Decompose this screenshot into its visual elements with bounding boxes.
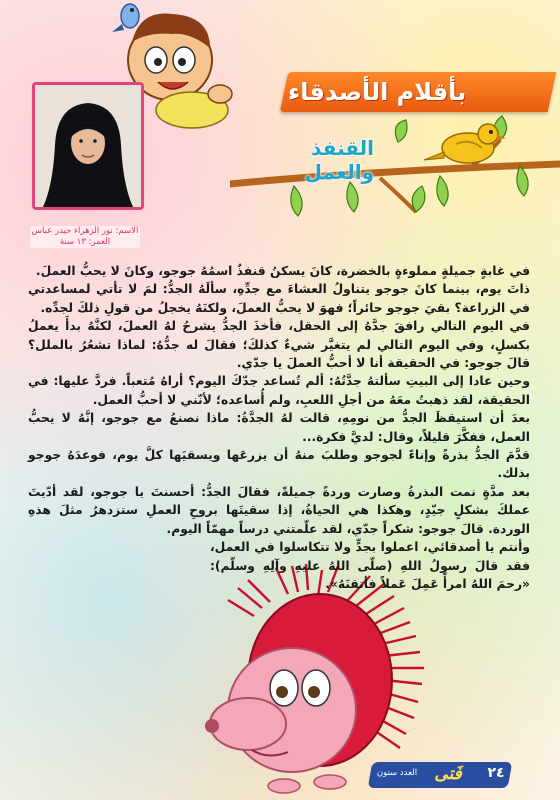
author-portrait-image <box>35 85 141 207</box>
page-number: ٢٤ <box>487 765 505 781</box>
author-caption <box>30 226 140 248</box>
story-paragraph: ذاتَ يوم، بينما كانَ جوجو يتناولُ العشاءَ مع جدِّهِ، سألَهُ الجدُّ: لمَ لا تأتي لمساعدتي في الزراعة؟ بقيَ جوجو حائراً؛ فهوَ لا يحبُّ العملَ، ولكنَهُ يخجلُ من قولِ ذلكَ لجدِّه. <box>28 282 530 315</box>
author-name: الاسم: نور الزهراء حيدر عباس <box>31 226 139 236</box>
story-paragraph: وأنتم يا أصدقائي، اعملوا بجدٍّ ولا تتكاسلوا في العمل، فقد قالَ رسولُ اللهِ (صلّى اللهُ عليهِ وآلِهِ وسلّم): «رحمَ اللهُ امرأً عَمِلَ عَملاً فأتقنَهُ». <box>210 540 530 591</box>
story-paragraph: بعد مدَّةٍ نمت البذرةُ وصارت وردةً جميلةً، فقالَ الجدُّ: أحسنتَ يا جوجو، لقد أدّيتَ عملكَ بشكلٍ جيّدٍ، وهكذا هي الحياةُ، إذا سقيتَها بروحِ العملِ ستزدهرُ مثلَ هذهِ الوردة. قالَ جوجو: شكراً جدّي، لقد علّمتني درساً مهمّاً اليوم. <box>28 484 530 536</box>
author-photo <box>32 82 144 210</box>
story-body <box>28 262 530 593</box>
section-title: بأقلام الأصدقاء <box>288 78 467 106</box>
story-paragraph: وحين عادا إلى البيتِ سألتهُ جدَّتُهُ: ألم تُساعد جدّكَ اليوم؟ أراهُ مُتعباً. فردَّ عليها: في الحقيقة، لقد ذهبتُ معَهُ من أجلِ اللعبِ، ولم أُساعده؛ لأنّني لا أحبُّ العمل. <box>28 374 530 407</box>
story-paragraph: في غابةٍ جميلةٍ مملوءةٍ بالخضرة، كانَ يسكنُ قنفذٌ اسمُهُ جوجو، وكانَ لا يحبُّ العملَ. <box>35 264 530 278</box>
author-age: العمر: ١٣ سنة <box>59 237 111 247</box>
story-paragraph: قدَّمَ الجدُّ بذرةً وإناءً لجوجو وطلبَ منهُ أن يزرعَها ويسقيَها كلَّ يوم، فوعدَهُ جوجو بذلك. <box>28 448 530 481</box>
magazine-logo: فَتى <box>434 764 462 784</box>
story-paragraph: في اليوم التالي رافقَ جدَّهُ إلى الحقل، فأخذَ الجدُّ يشرحُ لهُ العملَ، لكنَّهُ بدأَ يعملُ بكسلٍ، وفي اليوم التالي لم يتغيَّر شيءٌ كذلكَ؛ فقالَ له جدُّهُ: لماذا تشعُرُ بالملل؟ قالَ جوجو: في الحقيقة أنا لا أحبُّ العملَ يا جدّي. <box>28 319 530 371</box>
issue-label: العدد ستون <box>376 768 418 778</box>
story-paragraph: بعدَ أن استيقظَ الجدُّ من نومِهِ، قالت لهُ الجدَّةُ: ماذا نصنعُ مع جوجو، إنَّهُ لا يحبُّ العمل، ففكَّرَ قليلاً، وقال: لديَّ فكرة... <box>28 411 530 444</box>
story-title: القنفذ والعمل <box>304 136 374 184</box>
